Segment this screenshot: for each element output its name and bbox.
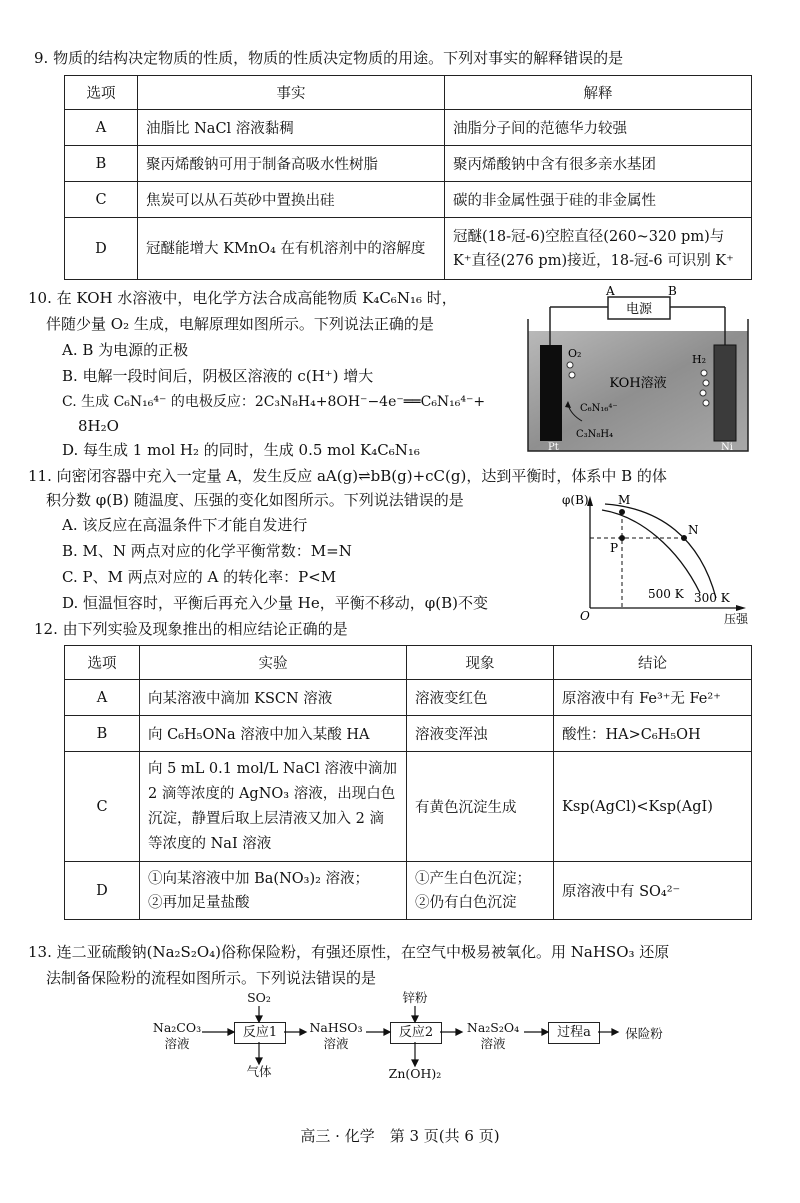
q11-stem-2: 积分数 φ(B) 随温度、压强的变化如图所示。下列说法错误的是 — [46, 491, 464, 509]
terminal-b-label: B — [668, 284, 677, 298]
q12-row-a-exp: 向某溶液中滴加 KSCN 溶液 — [140, 680, 407, 716]
q9-row-d-exp: 冠醚(18-冠-6)空腔直径(260~320 pm)与 K⁺直径(276 pm)接近，18-冠-6 可识别 K⁺ — [445, 218, 752, 280]
flow-nahso3-solution: 溶液 — [323, 1036, 349, 1051]
y-axis-label: φ(B) — [562, 493, 589, 507]
flow-gas: 气体 — [246, 1064, 272, 1079]
q9-row-c-opt: C — [65, 182, 138, 218]
q9-header-fact: 事实 — [138, 76, 445, 110]
q9-row-d-opt: D — [65, 218, 138, 280]
flow-nahso3: NaHSO₃ — [309, 1020, 363, 1035]
n-label: N — [688, 523, 699, 537]
q12-header-experiment: 实验 — [140, 646, 407, 680]
power-label: 电源 — [625, 302, 653, 317]
origin-label: O — [580, 609, 590, 623]
p-label: P — [610, 541, 619, 555]
q9-row-a-fact: 油脂比 NaCl 溶液黏稠 — [138, 110, 445, 146]
q9-row-a-opt: A — [65, 110, 138, 146]
terminal-a-label: A — [606, 284, 615, 298]
pt-label: Pt — [548, 442, 559, 453]
q12-row-b-opt: B — [65, 716, 140, 752]
c3n8h4-label: C₃N₈H₄ — [576, 429, 614, 440]
q11-option-c: C. P、M 两点对应的 A 的转化率：P<M — [62, 568, 337, 586]
h2-label: H₂ — [692, 353, 707, 366]
q12-row-d-phen-2: ②仍有白色沉淀 — [415, 894, 517, 911]
flow-na2co3-solution: 溶液 — [164, 1036, 190, 1051]
q12-row-b-phen: 溶液变浑浊 — [407, 716, 554, 752]
x-axis-label: 压强 — [724, 612, 749, 626]
q9-row-b-opt: B — [65, 146, 138, 182]
flow-reaction-1: 反应1 — [234, 1022, 286, 1044]
koh-solution-label: KOH溶液 — [609, 376, 667, 391]
q9-row-b-exp: 聚丙烯酸钠中含有很多亲水基团 — [445, 146, 752, 182]
q12-header-phenomenon: 现象 — [407, 646, 554, 680]
q10-stem-1: 10. 在 KOH 水溶液中，电化学方法合成高能物质 K₄C₆N₁₆ 时， — [28, 289, 457, 307]
q9-row-b-fact: 聚丙烯酸钠可用于制备高吸水性树脂 — [138, 146, 445, 182]
flow-reaction-2: 反应2 — [390, 1022, 442, 1044]
q12-row-d-con: 原溶液中有 SO₄²⁻ — [554, 862, 752, 920]
q11-option-d: D. 恒温恒容时，平衡后再充入少量 He，平衡不移动，φ(B)不变 — [62, 594, 488, 612]
q9-row-c-exp: 碳的非金属性强于硅的非金属性 — [445, 182, 752, 218]
q12-row-d-opt: D — [65, 862, 140, 920]
q12-row-b-con: 酸性：HA>C₆H₅OH — [554, 716, 752, 752]
q12-row-c-opt: C — [65, 752, 140, 862]
q12-row-a-opt: A — [65, 680, 140, 716]
flow-na2s2o4-solution: 溶液 — [480, 1036, 506, 1051]
q13-stem-2: 法制备保险粉的流程如图所示。下列说法错误的是 — [46, 969, 377, 987]
q9-row-c-fact: 焦炭可以从石英砂中置换出硅 — [138, 182, 445, 218]
q12-row-c-con: Ksp(AgCl)<Ksp(AgI) — [554, 752, 752, 862]
q12-stem: 12. 由下列实验及现象推出的相应结论正确的是 — [34, 620, 348, 638]
q11-stem-1: 11. 向密闭容器中充入一定量 A，发生反应 aA(g)⇌bB(g)+cC(g)，达到平衡时，体系中 B 的体 — [28, 467, 667, 485]
ni-label: Ni — [721, 442, 733, 453]
q9-row-a-exp: 油脂分子间的范德华力较强 — [445, 110, 752, 146]
flow-process-a: 过程a — [548, 1022, 600, 1044]
q10-option-c-cont: 8H₂O — [78, 417, 119, 435]
flow-zn-oh-2: Zn(OH)₂ — [388, 1066, 442, 1081]
flow-product: 保险粉 — [625, 1026, 663, 1041]
q10-stem-2: 伴随少量 O₂ 生成，电解原理如图所示。下列说法正确的是 — [46, 315, 434, 333]
q12-row-d-exp-1: ①向某溶液中加 Ba(NO₃)₂ 溶液； — [148, 870, 370, 887]
q12-row-a-phen: 溶液变红色 — [407, 680, 554, 716]
q10-option-a: A. B 为电源的正极 — [62, 341, 189, 359]
q11-option-a: A. 该反应在高温条件下才能自发进行 — [62, 516, 308, 534]
q12-header-conclusion: 结论 — [554, 646, 752, 680]
label-500k: 500 K — [648, 587, 684, 601]
q9-header-option: 选项 — [65, 76, 138, 110]
label-300k: 300 K — [694, 591, 730, 605]
m-label: M — [618, 493, 631, 507]
q9-row-d-fact: 冠醚能增大 KMnO₄ 在有机溶剂中的溶解度 — [138, 218, 445, 280]
q12-row-a-con: 原溶液中有 Fe³⁺无 Fe²⁺ — [554, 680, 752, 716]
q9-stem: 9. 物质的结构决定物质的性质，物质的性质决定物质的用途。下列对事实的解释错误的是 — [34, 49, 624, 67]
flow-na2s2o4: Na₂S₂O₄ — [466, 1020, 520, 1035]
q12-row-d-phen-1: ①产生白色沉淀； — [415, 870, 531, 887]
q12-header-option: 选项 — [65, 646, 140, 680]
q10-option-d: D. 每生成 1 mol H₂ 的同时，生成 0.5 mol K₄C₆N₁₆ — [62, 441, 420, 459]
c6n16-label: C₆N₁₆⁴⁻ — [580, 403, 618, 414]
flow-so2: SO₂ — [247, 990, 271, 1005]
q12-row-c-exp: 向 5 mL 0.1 mol/L NaCl 溶液中滴加 2 滴等浓度的 AgNO₃ 溶液，出现白色沉淀，静置后取上层清液又加入 2 滴等浓度的 NaI 溶液 — [140, 752, 407, 862]
q9-header-explanation: 解释 — [445, 76, 752, 110]
flow-na2co3: Na₂CO₃ — [152, 1020, 202, 1035]
q10-option-c: C. 生成 C₆N₁₆⁴⁻ 的电极反应：2C₃N₈H₄+8OH⁻−4e⁻══C₆N₁₆⁴⁻+ — [62, 394, 486, 410]
flow-zinc-powder: 锌粉 — [402, 990, 428, 1005]
q12-row-b-exp: 向 C₆H₅ONa 溶液中加入某酸 HA — [140, 716, 407, 752]
q10-option-b: B. 电解一段时间后，阴极区溶液的 c(H⁺) 增大 — [62, 367, 374, 385]
o2-label: O₂ — [568, 347, 582, 360]
q12-row-c-phen: 有黄色沉淀生成 — [407, 752, 554, 862]
q13-stem-1: 13. 连二亚硫酸钠(Na₂S₂O₄)俗称保险粉，有强还原性，在空气中极易被氧化。用 NaHSO₃ 还原 — [28, 943, 670, 961]
q12-row-d-exp-2: ②再加足量盐酸 — [148, 894, 250, 911]
page-footer: 高三 · 化学 第 3 页(共 6 页) — [300, 1127, 500, 1145]
q11-option-b: B. M、N 两点对应的化学平衡常数：M=N — [62, 542, 352, 560]
